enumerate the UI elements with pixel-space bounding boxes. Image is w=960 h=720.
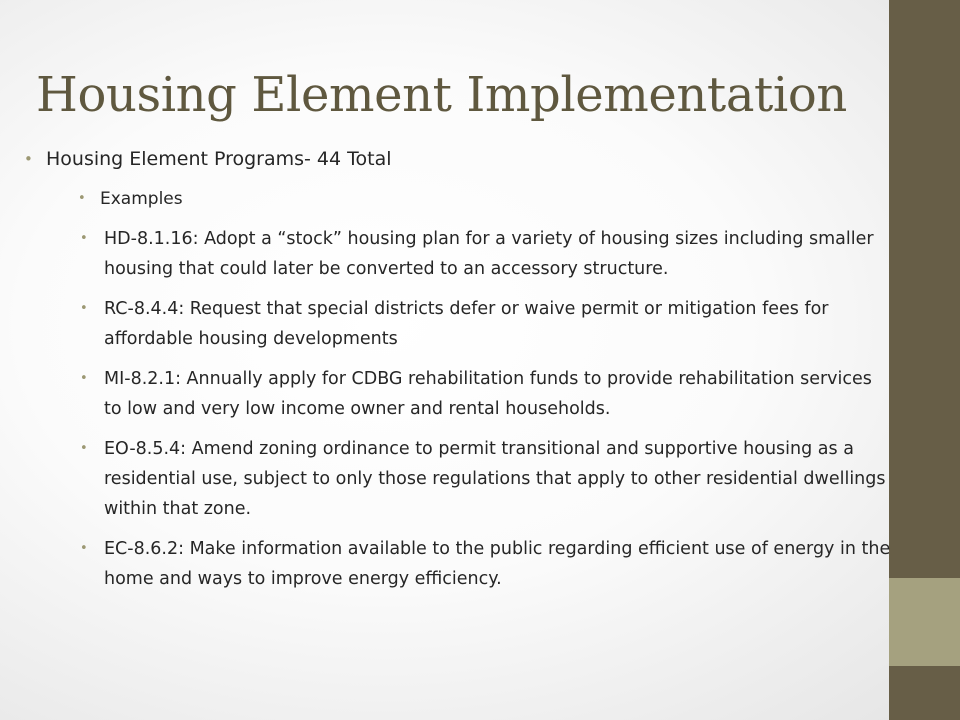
bullet-examples [78,184,874,214]
program-item [80,364,894,424]
bullet-text: Housing Element Programs- 44 Total [46,148,392,170]
sidebar-accent-block [889,578,960,666]
bullet-list-level1 [24,144,891,594]
program-text: HD-8.1.16: Adopt a “stock” housing plan for a variety of housing sizes including smaller housing that could later be converted to an accessory structure. [104,229,874,279]
bullet-programs-total [24,144,891,594]
bullet-icon: • [80,371,88,386]
program-text: RC-8.4.4: Request that special districts defer or waive permit or mitigation fees for affordable housing developments [104,299,829,349]
bullet-icon: • [80,301,88,316]
bullet-icon: • [80,541,88,556]
bullet-icon: • [80,441,88,456]
program-text: MI-8.2.1: Annually apply for CDBG rehabilitation funds to provide rehabilitation services to low and very low income owner and rental households. [104,369,872,419]
program-text: EC-8.6.2: Make information available to the public regarding efficient use of energy in the home and ways to improve energy efficiency. [104,539,891,589]
bullet-list-level2 [46,184,874,214]
bullet-icon: • [80,231,88,246]
bullet-icon: • [78,191,86,206]
program-item [80,294,894,354]
program-text: EO-8.5.4: Amend zoning ordinance to permit transitional and supportive housing as a residential use, subject to only those regulations that apply to other residential dwellings within that zone. [104,439,886,519]
program-list [46,224,891,594]
bullet-icon: • [24,150,33,168]
slide-content [24,144,891,604]
slide-title: Housing Element Implementation [36,67,847,123]
program-item [80,534,894,594]
program-item [80,224,894,284]
program-item [80,434,894,524]
bullet-text: Examples [100,189,183,209]
